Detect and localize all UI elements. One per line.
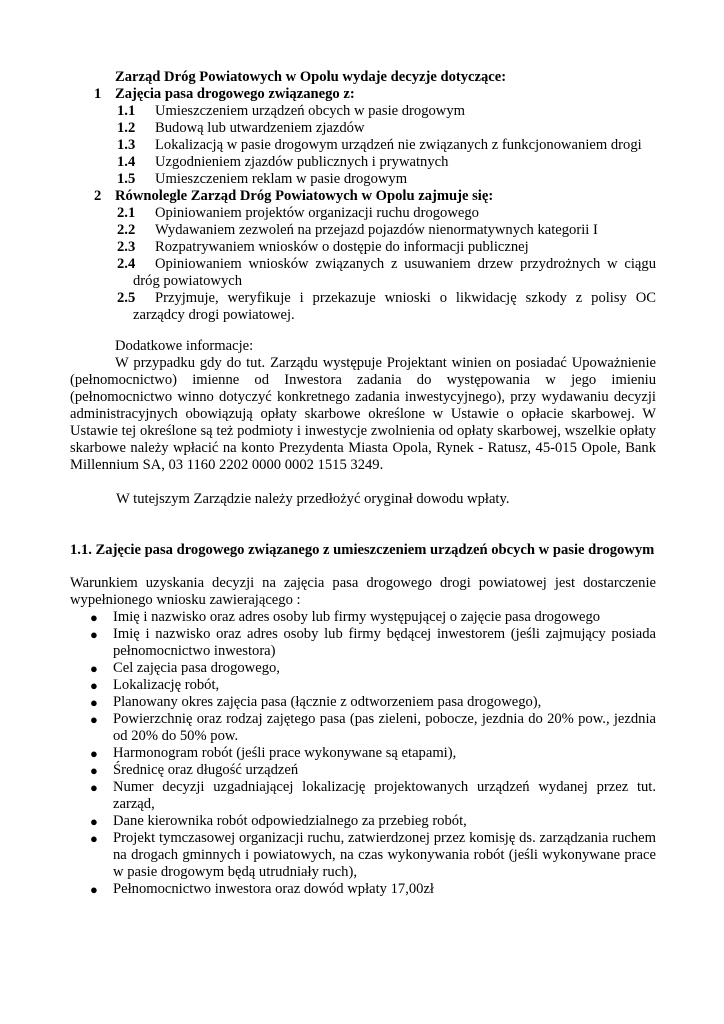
section1-item-text: Lokalizacją w pasie drogowym urządzeń nie związanych z funkcjonowaniem drogi	[155, 137, 642, 153]
bullet-item: Projekt tymczasowej organizacji ruchu, zatwierdzonej przez komisję ds. zarządzania ruchem na drogach gminnych i powiatowych, na czas wykonywania robót (jeśli wykonywane prace w pasie drogowym będą utrudniały ruch),	[113, 830, 656, 880]
bullet-icon: ●	[90, 627, 98, 642]
bullet-item: Planowany okres zajęcia pasa (łącznie z odtworzeniem pasa drogowego),	[113, 694, 542, 710]
bullet-item: Dane kierownika robót odpowiedzialnego za przebieg robót,	[113, 813, 467, 829]
section2-item-text: Opiniowaniem projektów organizacji ruchu drogowego	[155, 205, 479, 221]
bullet-icon: ●	[90, 780, 98, 795]
bullet-icon: ●	[90, 661, 98, 676]
bullet-item: Pełnomocnictwo inwestora oraz dowód wpłaty 17,00zł	[113, 881, 434, 897]
bullet-item: Średnicę oraz długość urządzeń	[113, 762, 299, 778]
bullet-icon: ●	[90, 610, 98, 625]
section1-number: 1	[94, 86, 102, 102]
section1-item-num: 1.1	[117, 103, 136, 119]
bullet-item: Harmonogram robót (jeśli prace wykonywane są etapami),	[113, 745, 457, 761]
section1-item-num: 1.3	[117, 137, 136, 153]
additional-label: Dodatkowe informacje:	[115, 338, 254, 354]
intro-heading: Zarząd Dróg Powiatowych w Opolu wydaje decyzje dotyczące:	[115, 69, 507, 85]
section2-title: Równolegle Zarząd Dróg Powiatowych w Opolu zajmuje się:	[115, 188, 494, 204]
bullet-item: Powierzchnię oraz rodzaj zajętego pasa (pas zieleni, pobocze, jezdnia do 20% pow., jezdnia od 20% do 50% pow.	[113, 711, 656, 744]
section1-item-text: Uzgodnieniem zjazdów publicznych i prywatnych	[155, 154, 449, 170]
section2-item-num: 2.2	[117, 222, 136, 238]
section1-title: Zajęcia pasa drogowego związanego z:	[115, 86, 355, 102]
bullet-icon: ●	[90, 831, 98, 846]
section2-number: 2	[94, 188, 102, 204]
section1-item-text: Umieszczeniem urządzeń obcych w pasie drogowym	[155, 103, 465, 119]
bullet-item: Cel zajęcia pasa drogowego,	[113, 660, 280, 676]
section2-item-num: 2.3	[117, 239, 136, 255]
bullet-icon: ●	[90, 678, 98, 693]
bullet-item: Imię i nazwisko oraz adres osoby lub firmy będącej inwestorem (jeśli zajmujący posiada pełnomocnictwo inwestora)	[113, 626, 656, 659]
bullet-icon: ●	[90, 814, 98, 829]
bullet-item: Numer decyzji uzgadniającej lokalizację projektowanych urządzeń wydanej przez tut. zarząd,	[113, 779, 656, 812]
section2-item-num: 2.1	[117, 205, 136, 221]
bullet-item: Lokalizację robót,	[113, 677, 220, 693]
bullet-icon: ●	[90, 695, 98, 710]
section1-item-num: 1.4	[117, 154, 136, 170]
bullet-icon: ●	[90, 746, 98, 761]
bullet-icon: ●	[90, 882, 98, 897]
section2-item-text: Rozpatrywaniem wniosków o dostępie do informacji publicznej	[155, 239, 529, 255]
section1-item-text: Umieszczeniem reklam w pasie drogowym	[155, 171, 408, 187]
section2-item-num: 2.4	[117, 256, 136, 272]
bullet-icon: ●	[90, 763, 98, 778]
bullet-icon: ●	[90, 712, 98, 727]
section2-item-num: 2.5	[117, 290, 136, 306]
section2-item-text: Opiniowaniem wniosków związanych z usuwaniem drzew przydrożnych w ciągu dróg powiatowych	[133, 256, 656, 289]
bullet-item: Imię i nazwisko oraz adres osoby lub firmy występującej o zajęcie pasa drogowego	[113, 609, 601, 625]
section2-item-text: Przyjmuje, weryfikuje i przekazuje wnioski o likwidację szkody z polisy OC zarządcy drogi powiatowej.	[133, 290, 656, 323]
additional-note: W tutejszym Zarządzie należy przedłożyć oryginał dowodu wpłaty.	[116, 491, 510, 507]
section1-item-text: Budową lub utwardzeniem zjazdów	[155, 120, 365, 136]
section1-item-num: 1.5	[117, 171, 136, 187]
section2-item-text: Wydawaniem zezwoleń na przejazd pojazdów nienormatywnych kategorii I	[155, 222, 598, 238]
additional-paragraph: W przypadku gdy do tut. Zarządu występuje Projektant winien on posiadać Upoważnienie (pełnomocnictwo) imienne od Inwestora zadania do występowania w jego imieniu (pełnomocnictwo winno dotyczyć konkretnego zadania inwestycyjnego), przy wydawaniu decyzji administracyjnych obowiązują opłaty skarbowe określone w Ustawie o opłacie skarbowej. W Ustawie tej określone są też podmioty i inwestycje zwolnienia od opłaty skarbowej, wszelkie opłaty skarbowe należy wpłacić na konto Prezydenta Miasta Opola, Rynek - Ratusz, 45-015 Opole, Bank Millennium SA, 03 1160 2202 0000 0002 1515 3249.	[70, 355, 656, 473]
section1-item-num: 1.2	[117, 120, 136, 136]
subsection-lead: Warunkiem uzyskania decyzji na zajęcia pasa drogowego drogi powiatowej jest dostarczenie wypełnionego wniosku zawierającego :	[70, 575, 656, 608]
subsection-title: 1.1. Zajęcie pasa drogowego związanego z umieszczeniem urządzeń obcych w pasie drogowym	[70, 542, 655, 558]
